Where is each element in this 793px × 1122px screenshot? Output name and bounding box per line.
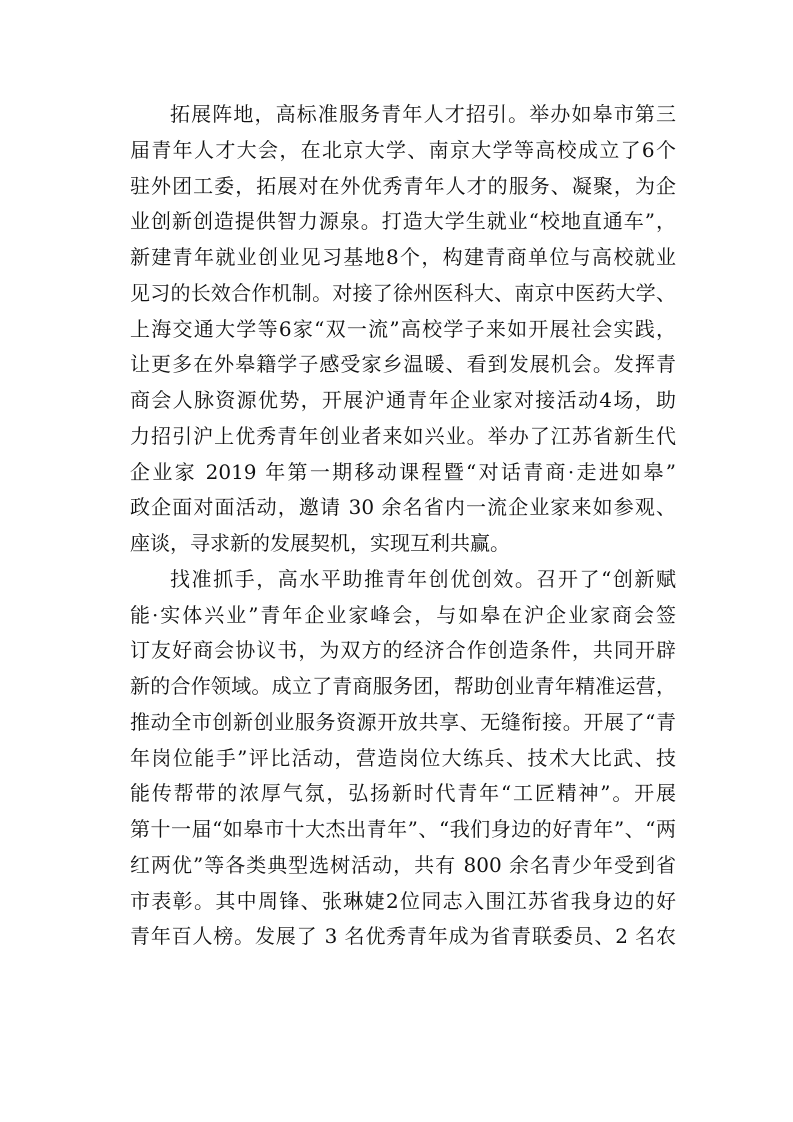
text-line: 上海交通大学等6家“双一流”高校学子来如开展社会实践， (130, 316, 676, 341)
text-line: 新建青年就业创业见习基地8个，构建青商单位与高校就业 (130, 245, 676, 269)
text-line: 能·实体兴业”青年企业家峰会，与如皋在沪企业家商会签 (130, 602, 676, 627)
text-line: 推动全市创新创业服务资源开放共享、无缝衔接。开展了“青 (130, 709, 676, 734)
text-line: 见习的长效合作机制。对接了徐州医科大、南京中医药大学、 (130, 280, 676, 305)
text-line: 商会人脉资源优势，开展沪通青年企业家对接活动4场，助 (130, 388, 676, 412)
text-line: 第十一届“如皋市十大杰出青年”、“我们身边的好青年”、“两 (130, 817, 676, 841)
text-line: 青年百人榜。发展了 3 名优秀青年成为省青联委员、2 名农 (130, 924, 676, 949)
text-line: 座谈，寻求新的发展契机，实现互利共赢。 (130, 531, 510, 555)
text-line: 年岗位能手”评比活动，营造岗位大练兵、技术大比武、技 (130, 745, 676, 770)
text-line: 新的合作领域。成立了青商服务团，帮助创业青年精准运营， (130, 674, 676, 698)
text-line: 力招引沪上优秀青年创业者来如兴业。举办了江苏省新生代 (130, 423, 676, 448)
text-line: 能传帮带的浓厚气氛，弘扬新时代青年“工匠精神”。开展 (130, 781, 676, 806)
text-line: 届青年人才大会，在北京大学、南京大学等高校成立了6个 (130, 137, 676, 162)
text-line: 拓展阵地，高标准服务青年人才招引。举办如皋市第三 (170, 102, 676, 126)
text-line: 市表彰。其中周锋、张琳婕2位同志入围江苏省我身边的好 (130, 888, 676, 913)
paragraph-youth-entrepreneurship (130, 562, 676, 955)
document-page (130, 97, 676, 955)
text-line: 订友好商会协议书，为双方的经济合作创造条件，共同开辟 (130, 638, 676, 663)
text-line: 找准抓手，高水平助推青年创优创效。召开了“创新赋 (170, 566, 676, 591)
paragraph-talent-recruitment (130, 97, 676, 562)
text-line: 业创新创造提供智力源泉。打造大学生就业“校地直通车”， (130, 209, 676, 234)
text-line: 红两优”等各类典型选树活动，共有 800 余名青少年受到省 (130, 852, 676, 877)
text-line: 政企面对面活动，邀请 30 余名省内一流企业家来如参观、 (130, 495, 676, 520)
text-line: 让更多在外皋籍学子感受家乡温暖、看到发展机会。发挥青 (130, 352, 676, 377)
text-line: 企业家 2019 年第一期移动课程暨“对话青商·走进如皋” (130, 459, 676, 484)
text-line: 驻外团工委，拓展对在外优秀青年人才的服务、凝聚，为企 (130, 173, 676, 198)
